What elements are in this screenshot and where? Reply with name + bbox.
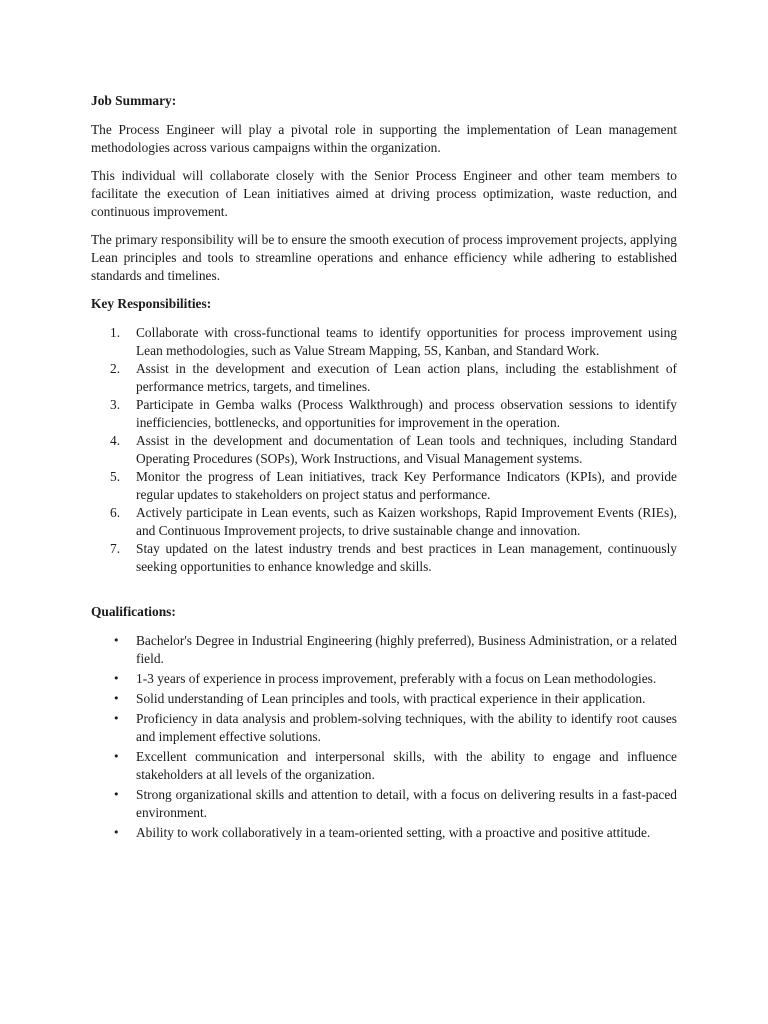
list-item [91,748,677,784]
list-item [91,710,677,746]
bullet-icon: • [113,826,120,839]
item-number: 4. [110,433,121,448]
item-text: Monitor the progress of Lean initiatives, track Key Performance Indicators (KPIs), and provide regular updates to stakeholders on project status and performance. [136,469,677,502]
key-responsibilities-heading: Key Responsibilities: [91,296,212,311]
item-text: Excellent communication and interpersonal skills, with the ability to engage and influence stakeholders at all levels of the organization. [136,749,677,782]
list-item [91,432,677,468]
bullet-icon: • [113,672,120,685]
summary-paragraph: This individual will collaborate closely with the Senior Process Engineer and other team members to facilitate the execution of Lean initiatives aimed at driving process optimization, waste reduction, and continuous improvement. [91,168,677,219]
summary-paragraph: The Process Engineer will play a pivotal role in supporting the implementation of Lean management methodologies across various campaigns within the organization. [91,122,677,155]
item-text: Solid understanding of Lean principles and tools, with practical experience in their application. [136,691,646,706]
qualifications-list [91,632,677,842]
item-text: Assist in the development and execution of Lean action plans, including the establishment of performance metrics, targets, and timelines. [136,361,677,394]
list-item [91,786,677,822]
list-item [91,360,677,396]
item-text: Actively participate in Lean events, such as Kaizen workshops, Rapid Improvement Events (RIEs), and Continuous Improvement projects, to drive sustainable change and innovation. [136,505,677,538]
item-number: 5. [110,469,121,484]
list-item [91,690,677,708]
summary-paragraph: The primary responsibility will be to ensure the smooth execution of process improvement projects, applying Lean principles and tools to streamline operations and enhance efficiency while adhering to established standards and timelines. [91,232,677,283]
item-text: Collaborate with cross-functional teams to identify opportunities for process improvement using Lean methodologies, such as Value Stream Mapping, 5S, Kanban, and Standard Work. [136,325,677,358]
section-spacer [91,576,677,603]
list-item [91,670,677,688]
list-item [91,540,677,576]
list-item [91,632,677,668]
item-number: 7. [110,541,121,556]
item-text: Participate in Gemba walks (Process Walkthrough) and process observation sessions to identify inefficiencies, bottlenecks, and opportunities for improvement in the operation. [136,397,677,430]
bullet-icon: • [113,634,120,647]
document-page [91,92,677,844]
bullet-icon: • [113,750,120,763]
item-number: 6. [110,505,121,520]
item-number: 3. [110,397,121,412]
bullet-icon: • [113,712,120,725]
item-text: Stay updated on the latest industry trends and best practices in Lean management, continuously seeking opportunities to enhance knowledge and skills. [136,541,677,574]
list-item [91,396,677,432]
list-item [91,504,677,540]
bullet-icon: • [113,788,120,801]
item-number: 2. [110,361,121,376]
responsibilities-list [91,324,677,576]
item-text: Ability to work collaboratively in a team-oriented setting, with a proactive and positive attitude. [136,825,651,840]
item-text: 1-3 years of experience in process improvement, preferably with a focus on Lean methodologies. [136,671,657,686]
item-number: 1. [110,325,121,340]
list-item [91,468,677,504]
list-item [91,824,677,842]
list-item [91,324,677,360]
job-summary-heading: Job Summary: [91,93,177,108]
item-text: Assist in the development and documentation of Lean tools and techniques, including Standard Operating Procedures (SOPs), Work Instructions, and Visual Management systems. [136,433,677,466]
bullet-icon: • [113,692,120,705]
qualifications-heading: Qualifications: [91,604,176,619]
item-text: Proficiency in data analysis and problem-solving techniques, with the ability to identify root causes and implement effective solutions. [136,711,677,744]
item-text: Bachelor's Degree in Industrial Engineering (highly preferred), Business Administration, or a related field. [136,633,677,666]
item-text: Strong organizational skills and attention to detail, with a focus on delivering results in a fast-paced environment. [136,787,677,820]
